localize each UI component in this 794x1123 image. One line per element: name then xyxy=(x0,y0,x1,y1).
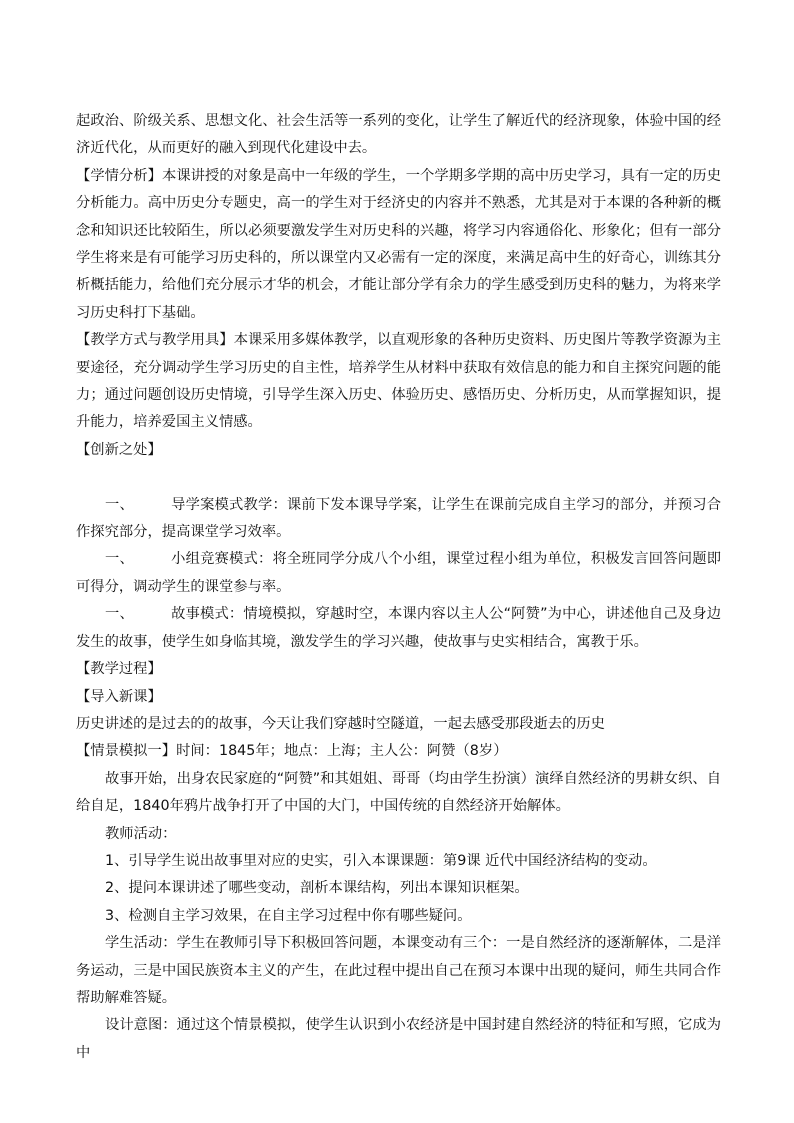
design-intent: 设计意图：通过这个情景模拟，使学生认识到小农经济是中国封建自然经济的特征和写照，它成为中 xyxy=(76,1017,721,1061)
scene1-meta: 时间：1845年；地点：上海；主人公：阿赞（8岁） xyxy=(176,743,508,760)
teacher-item: 2、提问本课讲述了哪些变动，剖析本课结构，列出本课知识框架。 xyxy=(105,880,529,897)
innovation-item xyxy=(76,492,721,547)
lead-in-heading: 【导入新课】 xyxy=(76,688,162,705)
lead-in-body: 历史讲述的是过去的的故事，今天让我们穿越时空隧道，一起去感受那段逝去的历史 xyxy=(76,715,605,732)
innovation-item-number: 一、 xyxy=(105,606,134,623)
innovation-item xyxy=(76,546,721,601)
student-analysis-body: 本课讲授的对象是高中一年级的学生，一个学期多学期的高中历史学习，具有一定的历史分析能力。高中历史分专题史，高一的学生对于经济史的内容并不熟悉，尤其是对于本课的各种新的概念和知识还比较陌生，所以必须要激发学生对历史科的兴趣，将学习内容通俗化、形象化；但有一部分学生将来是有可能学习历史科的，所以课堂内又必需有一定的深度，来满足高中生的好奇心，训练其分析概括能力，给他们充分展示才华的机会，才能让部分学有余力的学生感受到历史科的魅力，为将来学习历史科打下基础。 xyxy=(76,167,722,321)
intro-continuation: 起政治、阶级关系、思想文化、社会生活等一系列的变化，让学生了解近代的经济现象，体验中国的经济近代化，从而更好的融入到现代化建设中去。 xyxy=(76,113,721,157)
innovation-heading: 【创新之处】 xyxy=(76,441,162,458)
innovation-item-text: 小组竞赛模式：将全班同学分成八个小组，课堂过程小组为单位，积极发言回答问题即可得分，调动学生的课堂参与率。 xyxy=(76,551,721,595)
innovation-item-text: 导学案模式教学：课前下发本课导学案，让学生在课前完成自主学习的部分，并预习合作探究部分，提高课堂学习效率。 xyxy=(76,496,721,541)
scene1-story: 故事开始，出身农民家庭的“阿赞”和其姐姐、哥哥（均由学生扮演）演绎自然经济的男耕女织、自给自足，1840年鸦片战争打开了中国的大门，中国传统的自然经济开始解体。 xyxy=(76,770,721,815)
teacher-activity-heading: 教师活动： xyxy=(105,825,177,842)
innovation-item xyxy=(76,601,721,656)
process-heading: 【教学过程】 xyxy=(76,661,162,678)
innovation-item-number: 一、 xyxy=(105,551,134,568)
scene1-heading: 【情景模拟一】 xyxy=(76,743,177,760)
method-paragraph xyxy=(76,327,721,437)
method-body: 本课采用多媒体教学，以直观形象的各种历史资料、历史图片等教学资源为主要途径，充分调动学生学习历史的自主性，培养学生从材料中获取有效信息的能力和自主探究问题的能力；通过问题创设历史情境，引导学生深入历史、体验历史、感悟历史、分析历史，从而掌握知识，提升能力，培养爱国主义情感。 xyxy=(76,332,722,431)
student-activity: 学生活动：学生在教师引导下积极回答问题，本课变动有三个：一是自然经济的逐渐解体，二是洋务运动，三是中国民族资本主义的产生，在此过程中提出自己在预习本课中出现的疑问，师生共同合作帮助解难答疑。 xyxy=(76,935,721,1006)
document-page xyxy=(76,108,721,1067)
blank-line xyxy=(76,464,721,491)
student-analysis-heading: 【学情分析】 xyxy=(76,167,163,184)
method-heading: 【教学方式与教学用具】 xyxy=(76,332,234,349)
innovation-item-number: 一、 xyxy=(105,496,134,513)
teacher-item: 3、检测自主学习效果，在自主学习过程中你有哪些疑问。 xyxy=(105,907,472,924)
innovation-item-text: 故事模式：情境模拟，穿越时空，本课内容以主人公“阿赞”为中心，讲述他自己及身边发生的故事，使学生如身临其境，激发学生的学习兴趣，使故事与史实相结合，寓教于乐。 xyxy=(76,606,722,650)
student-analysis-paragraph xyxy=(76,163,721,327)
scene1-paragraph xyxy=(76,738,721,765)
teacher-item: 1、引导学生说出故事里对应的史实，引入本课课题：第9课 近代中国经济结构的变动。 xyxy=(105,852,657,869)
